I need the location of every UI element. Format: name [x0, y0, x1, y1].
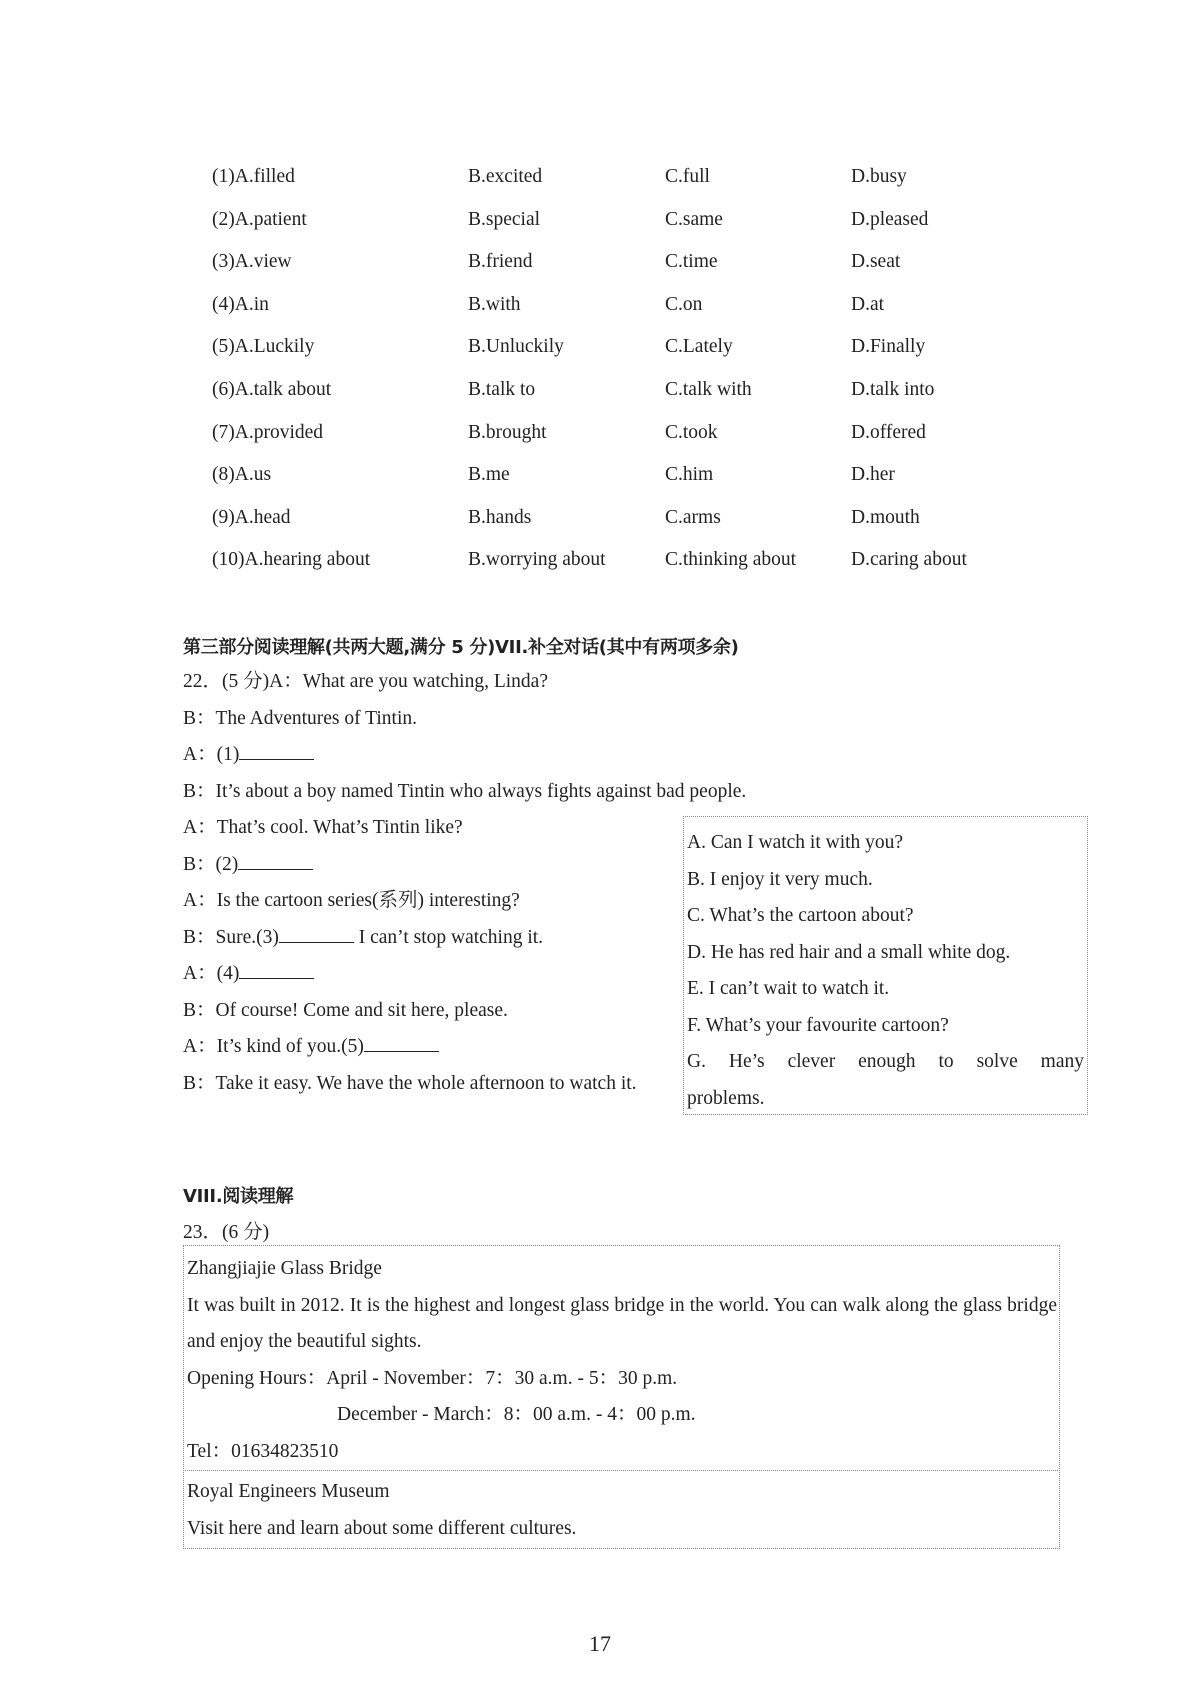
option-a: (8)A.us — [212, 464, 272, 486]
option-d: D.mouth — [851, 506, 920, 528]
dialogue-line: A：That’s cool. What’s Tintin like? — [183, 817, 463, 838]
question-number: 22．(5 分) — [183, 671, 270, 692]
option-c: C.Lately — [665, 336, 733, 358]
opening-hours: Opening Hours：April - November：7：30 a.m. - 5：30 p.m. — [187, 1367, 678, 1389]
option-c: C.on — [665, 293, 703, 315]
info-body: Visit here and learn about some different cultures. — [187, 1517, 577, 1539]
info-box-glass-bridge — [183, 1245, 1060, 1471]
option-c: C.full — [665, 166, 710, 187]
dialogue-line: B：It’s about a boy named Tintin who always fights against bad people. — [183, 780, 747, 802]
choices-box — [683, 816, 1088, 1115]
option-d: D.pleased — [851, 208, 929, 230]
answer-blank[interactable] — [238, 849, 313, 870]
choice-item: B. I enjoy it very much. — [687, 868, 873, 890]
option-b: B.worrying about — [468, 549, 606, 571]
choice-item: A. Can I watch it with you? — [687, 832, 904, 853]
dialogue-line: A：(4) — [183, 956, 673, 993]
answer-blank[interactable] — [279, 922, 354, 943]
option-d: D.at — [851, 293, 885, 315]
option-d: D.Finally — [851, 336, 926, 358]
option-d: D.talk into — [851, 378, 935, 400]
option-c: C.thinking about — [665, 549, 797, 571]
dialogue-line: B：The Adventures of Tintin. — [183, 707, 418, 729]
choice-item: C. What’s the cartoon about? — [687, 905, 914, 926]
dialogue-line: B：Of course! Come and sit here, please. — [183, 999, 508, 1021]
option-b: B.excited — [468, 166, 543, 187]
option-c: C.time — [665, 251, 718, 273]
info-title: Royal Engineers Museum — [187, 1481, 390, 1502]
option-a: (6)A.talk about — [212, 378, 332, 400]
question-number: 23．(6 分) — [183, 1222, 270, 1243]
option-b: B.talk to — [468, 378, 536, 400]
section-heading: 第三部分阅读理解(共两大题,满分 5 分)VII.补全对话(其中有两项多余) — [183, 637, 739, 658]
dialogue-line: A：It’s kind of you.(5) — [183, 1029, 673, 1066]
option-c: C.talk with — [665, 378, 752, 400]
option-a: (10)A.hearing about — [212, 549, 371, 571]
dialogue-line: A：Is the cartoon series(系列) interesting? — [183, 890, 520, 911]
option-b: B.me — [468, 464, 510, 486]
choice-item-continued: problems. — [687, 1087, 765, 1109]
dialogue-line: B：Take it easy. We have the whole afternoon to watch it. — [183, 1072, 637, 1094]
choice-item: F. What’s your favourite cartoon? — [687, 1014, 949, 1036]
option-a: (2)A.patient — [212, 208, 307, 230]
section-heading: VIII.阅读理解 — [183, 1186, 294, 1207]
option-c: C.took — [665, 421, 718, 443]
option-a: (1)A.filled — [212, 166, 295, 187]
dialogue-line: B：(2) — [183, 847, 673, 884]
opening-hours-winter: December - March：8：00 a.m. - 4：00 p.m. — [337, 1404, 696, 1425]
option-c: C.him — [665, 464, 714, 486]
dialogue-line: 22．(5 分)A：What are you watching, Linda? — [183, 671, 548, 692]
info-box-museum — [183, 1470, 1060, 1549]
answer-blank[interactable] — [239, 958, 314, 979]
option-d: D.caring about — [851, 549, 967, 571]
choice-item: G. He’s clever enough to solve many — [687, 1051, 1084, 1072]
option-b: B.with — [468, 293, 521, 315]
option-a: (3)A.view — [212, 251, 292, 273]
dialogue-line: A：(1) — [183, 737, 673, 774]
info-title: Zhangjiajie Glass Bridge — [187, 1258, 382, 1279]
option-a: (4)A.in — [212, 293, 269, 315]
option-c: C.arms — [665, 506, 721, 528]
page-number: 17 — [589, 1631, 611, 1656]
option-b: B.special — [468, 208, 541, 230]
option-b: B.friend — [468, 251, 533, 273]
option-a: (5)A.Luckily — [212, 336, 315, 358]
option-a: (9)A.head — [212, 506, 291, 528]
answer-blank[interactable] — [239, 739, 314, 760]
choice-item: E. I can’t wait to watch it. — [687, 978, 890, 999]
option-b: B.hands — [468, 506, 532, 528]
choice-item: D. He has red hair and a small white dog. — [687, 941, 1011, 963]
option-d: D.busy — [851, 166, 907, 187]
option-d: D.offered — [851, 421, 926, 443]
info-body: It was built in 2012. It is the highest and longest glass bridge in the world. You can walk along the glass bridge and enjoy the beautiful sights. — [187, 1294, 1057, 1352]
option-a: (7)A.provided — [212, 421, 324, 443]
dialogue-line: B：Sure.(3) I can’t stop watching it. — [183, 920, 673, 957]
option-c: C.same — [665, 208, 723, 230]
telephone: Tel：01634823510 — [187, 1440, 339, 1462]
answer-blank[interactable] — [364, 1031, 439, 1052]
option-b: B.Unluckily — [468, 336, 564, 358]
option-d: D.her — [851, 464, 895, 486]
option-b: B.brought — [468, 421, 547, 443]
option-d: D.seat — [851, 251, 901, 273]
